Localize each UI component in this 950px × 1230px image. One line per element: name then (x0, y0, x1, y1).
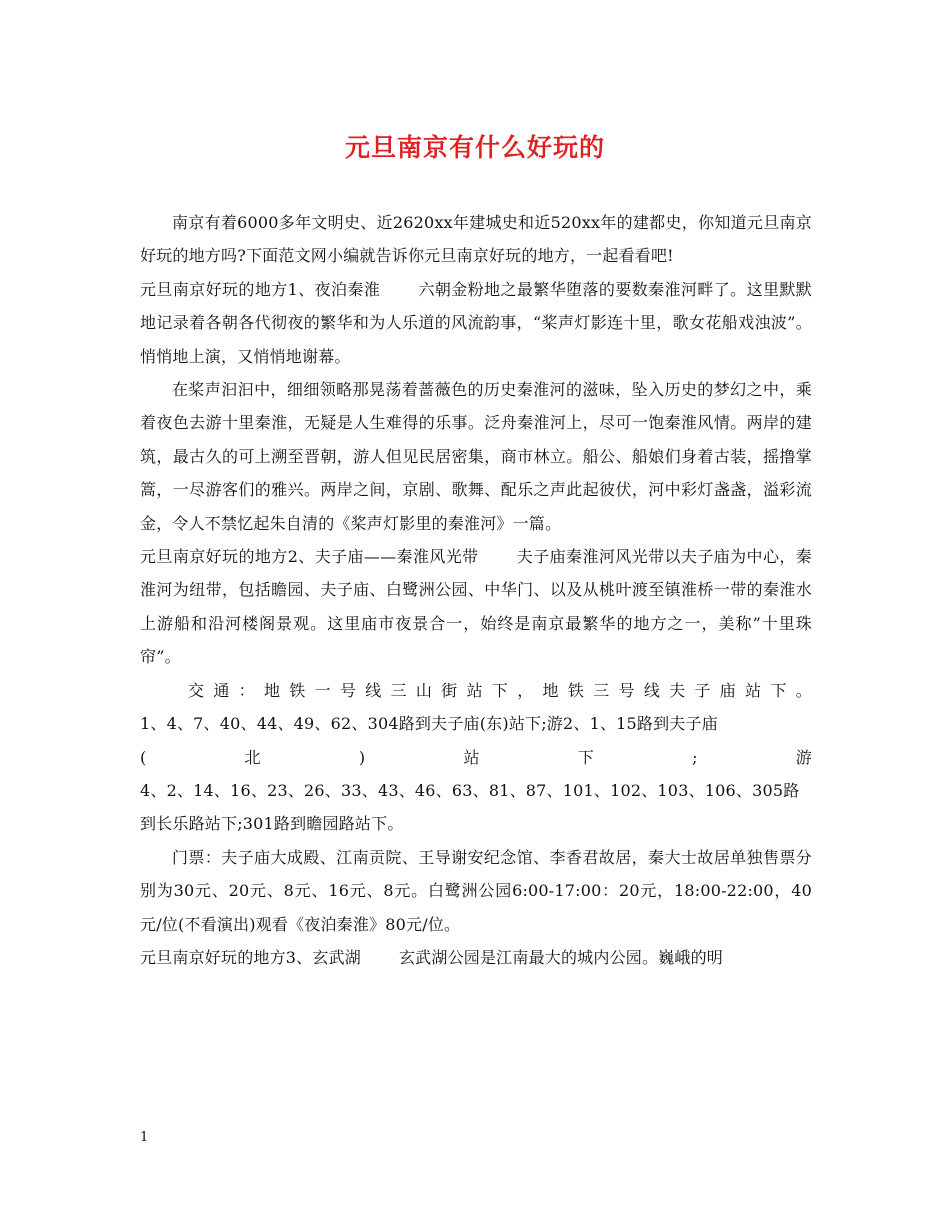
section2-text: 夫子庙秦淮河风光带以夫子庙为中心，秦淮河为纽带，包括瞻园、夫子庙、白鹭洲公园、中华门、以及从桃叶渡至镇淮桥一带的秦淮水上游船和沿河楼阁景观。这里庙市夜景合一，始终是南京最繁华的地方之一，美称”十里珠帘”。 (140, 547, 812, 667)
traffic-line-3: (北)站下;游 (140, 747, 812, 767)
section3-paragraph (140, 941, 812, 974)
section1-paragraph-2: 在桨声汩汩中，细细领略那晃荡着蔷薇色的历史秦淮河的滋味，坠入历史的梦幻之中，乘着夜色去游十里秦淮，无疑是人生难得的乐事。泛舟秦淮河上，尽可一饱秦淮风情。两岸的建筑，最古久的可上溯至晋朝，游人但见民居密集，商市林立。船公、船娘们身着古装，摇撸掌篙，一尽游客们的雅兴。两岸之间，京剧、歌舞、配乐之声此起彼伏，河中彩灯盏盏，溢彩流金，令人不禁忆起朱自清的《桨声灯影里的秦淮河》一篇。 (140, 380, 812, 533)
tickets-paragraph: 门票：夫子庙大成殿、江南贡院、王导谢安纪念馆、李香君故居，秦大士故居单独售票分别为30元、20元、8元、16元、8元。白鹭洲公园6:00-17:00：20元，18:00-22:00，40元/位(不看演出)观看《夜泊秦淮》80元/位。 (140, 847, 812, 934)
traffic-line-4: 4、2、14、16、23、26、33、43、46、63、81、87、101、102、103、106、305路 (140, 780, 800, 800)
section1-heading: 元旦南京好玩的地方1、夜泊秦淮 (140, 279, 381, 299)
traffic-line-2: 1、4、7、40、44、49、62、304路到夫子庙(东)站下;游2、1、15路到夫子庙 (140, 714, 718, 734)
page-number: 1 (140, 1130, 149, 1145)
intro-paragraph: 南京有着6000多年文明史、近2620xx年建城史和近520xx年的建都史，你知道元旦南京好玩的地方吗?下面范文网小编就告诉你元旦南京好玩的地方，一起看看吧! (140, 213, 812, 266)
section3-heading: 元旦南京好玩的地方3、玄武湖 (140, 947, 361, 967)
document-title: 元旦南京有什么好玩的 (344, 133, 605, 162)
traffic-line-5: 到长乐路站下;301路到瞻园路站下。 (140, 814, 404, 834)
document-body (140, 206, 812, 974)
section2-heading: 元旦南京好玩的地方2、夫子庙——秦淮风光带 (140, 547, 479, 567)
section3-text: 玄武湖公园是江南最大的城内公园。巍峨的明 (398, 947, 723, 967)
traffic-line-1: 交通：地铁一号线三山街站下，地铁三号线夫子庙站下。 (188, 680, 812, 700)
section1-paragraph (140, 273, 812, 373)
section1-text: 六朝金粉地之最繁华堕落的要数秦淮河畔了。这里默默地记录着各朝各代彻夜的繁华和为人乐道的风流韵事，“桨声灯影连十里，歌女花船戏浊波”。悄悄地上演，又悄悄地谢幕。 (140, 279, 812, 366)
section2-paragraph (140, 540, 812, 674)
